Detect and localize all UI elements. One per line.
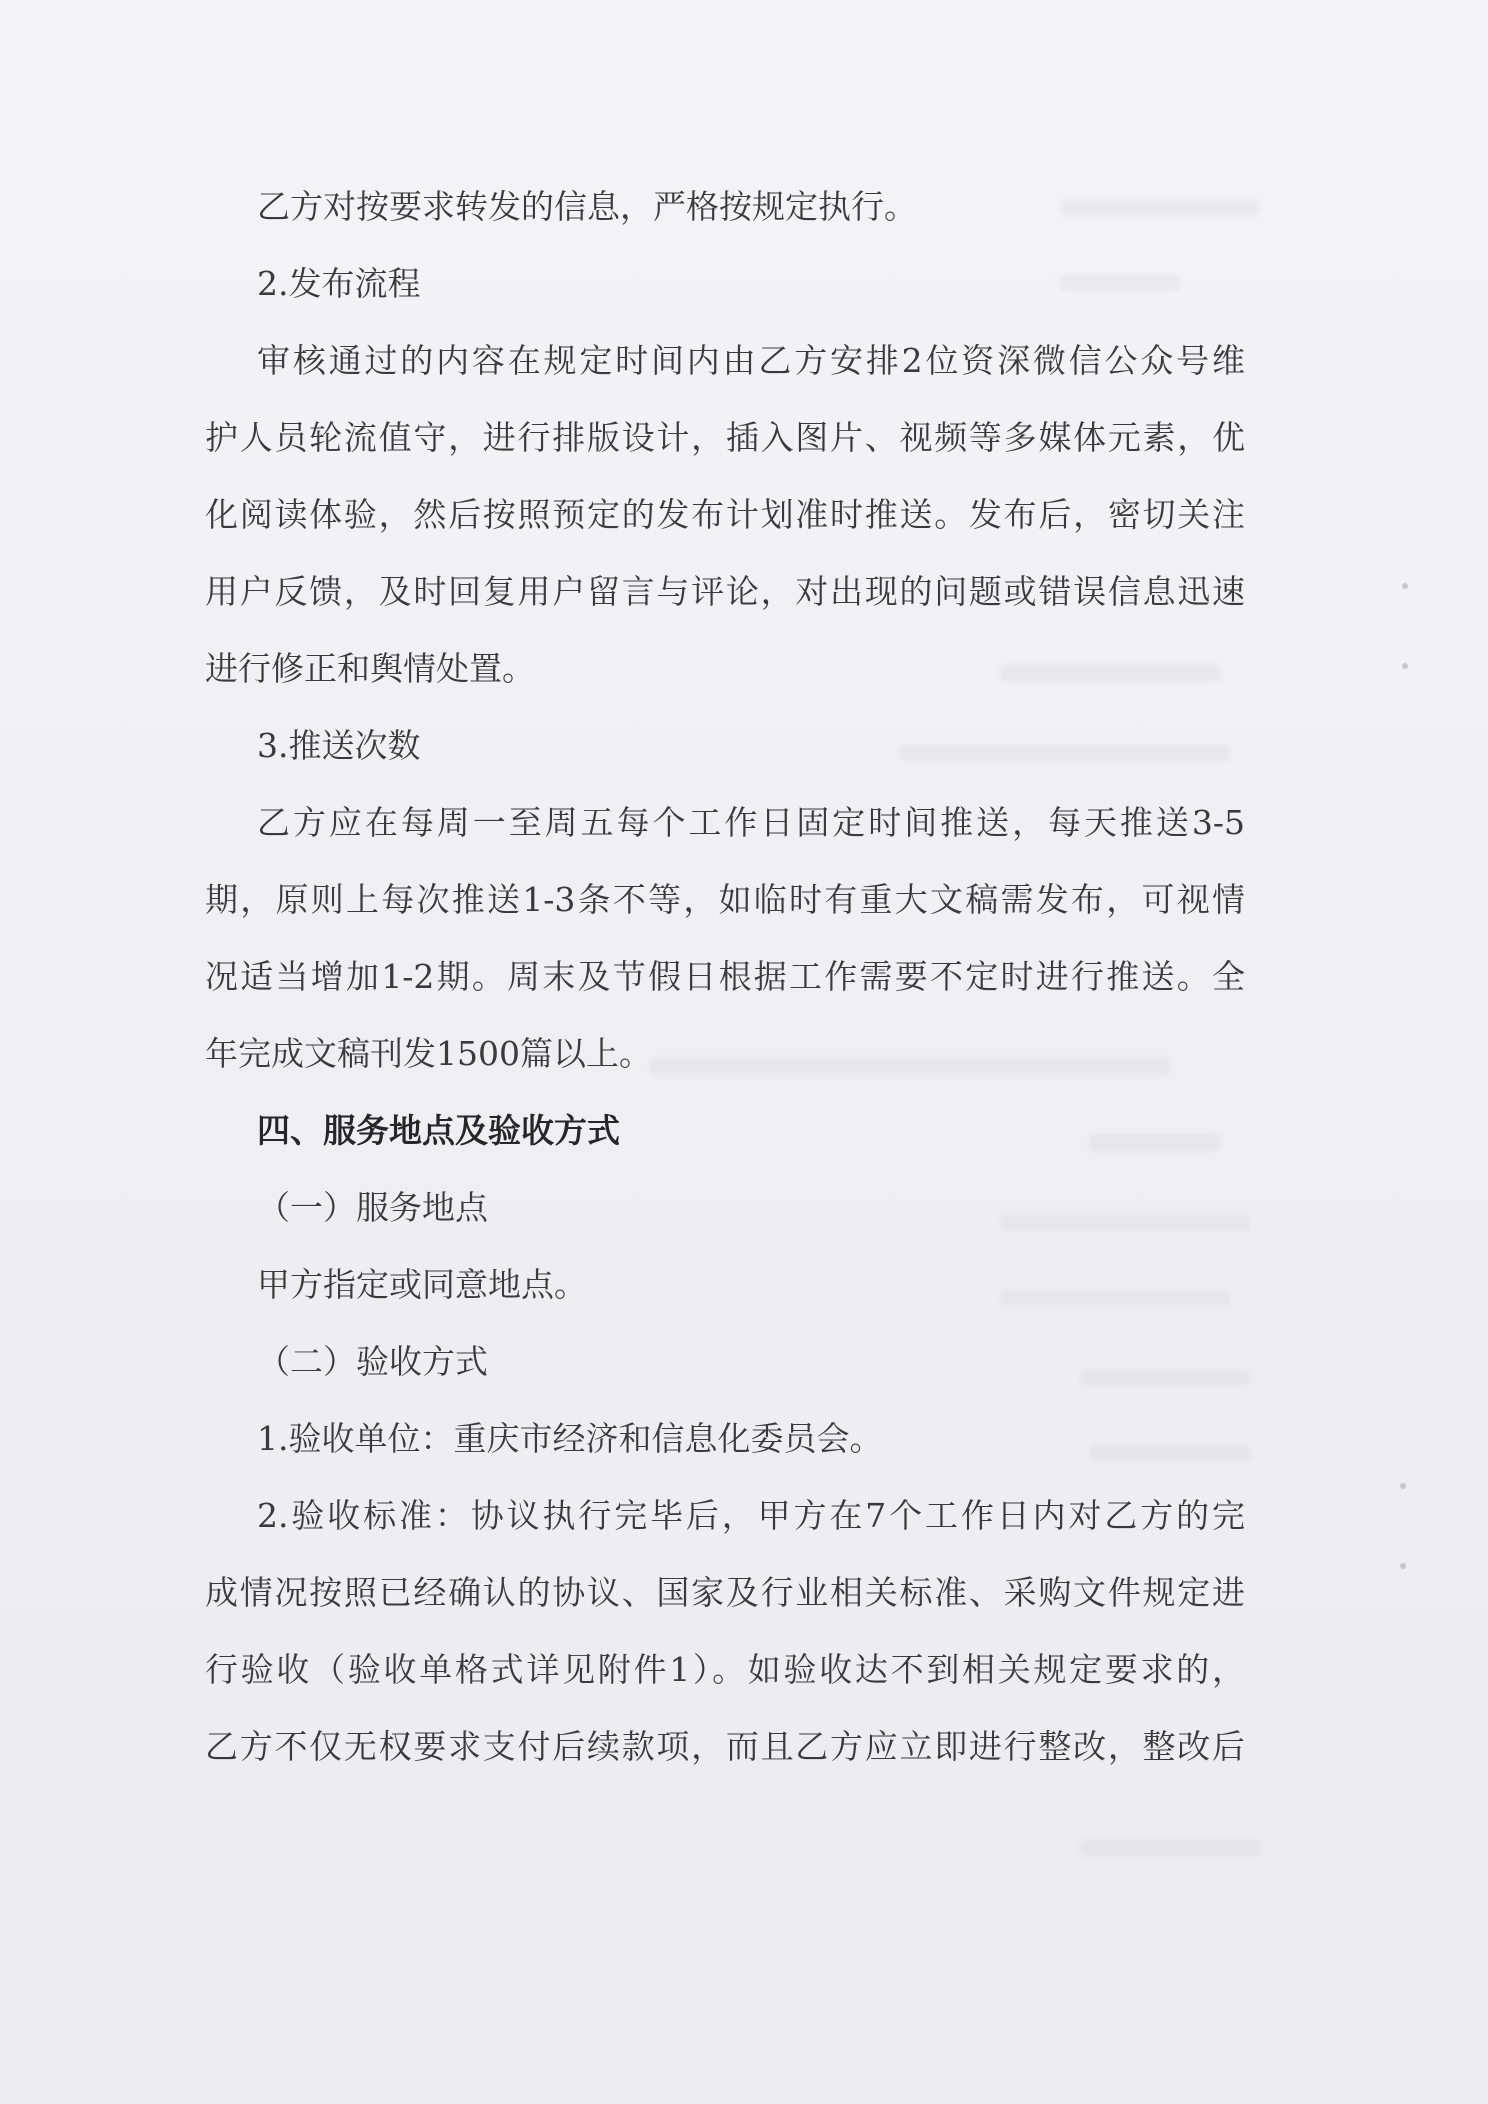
text-line: 期，原则上每次推送1-3条不等，如临时有重大文稿需发布，可视情 [205, 880, 1245, 919]
scan-speck [1400, 1563, 1406, 1569]
text-line: 2.验收标准：协议执行完毕后，甲方在7个工作日内对乙方的完 [257, 1496, 1245, 1535]
text-line: 审核通过的内容在规定时间内由乙方安排2位资深微信公众号维 [257, 341, 1245, 380]
document-body [205, 168, 1245, 1785]
text-line: 况适当增加1-2期。周末及节假日根据工作需要不定时进行推送。全 [205, 957, 1245, 996]
scan-speck [1402, 663, 1408, 669]
scan-speck [1400, 1483, 1406, 1489]
text-line: 乙方不仅无权要求支付后续款项，而且乙方应立即进行整改，整改后 [205, 1727, 1245, 1766]
text-line: 1.验收单位：重庆市经济和信息化委员会。 [257, 1419, 883, 1458]
text-line: 2.发布流程 [257, 264, 421, 303]
text-line: 行验收（验收单格式详见附件1）。如验收达不到相关规定要求的， [205, 1650, 1245, 1689]
text-line: 乙方应在每周一至周五每个工作日固定时间推送，每天推送3-5 [257, 803, 1245, 842]
section-heading: 四、服务地点及验收方式 [257, 1111, 620, 1150]
text-line: 护人员轮流值守，进行排版设计，插入图片、视频等多媒体元素，优 [205, 418, 1245, 457]
text-line: （一）服务地点 [257, 1188, 488, 1227]
scan-speck [1402, 583, 1408, 589]
text-line: （二）验收方式 [257, 1342, 488, 1381]
text-line: 进行修正和舆情处置。 [205, 649, 535, 688]
text-line: 成情况按照已经确认的协议、国家及行业相关标准、采购文件规定进 [205, 1573, 1245, 1612]
text-line: 年完成文稿刊发1500篇以上。 [205, 1034, 652, 1073]
text-line: 3.推送次数 [257, 726, 421, 765]
text-line: 用户反馈，及时回复用户留言与评论，对出现的问题或错误信息迅速 [205, 572, 1245, 611]
text-line: 化阅读体验，然后按照预定的发布计划准时推送。发布后，密切关注 [205, 495, 1245, 534]
text-line: 乙方对按要求转发的信息，严格按规定执行。 [257, 187, 917, 226]
text-line: 甲方指定或同意地点。 [257, 1265, 587, 1304]
bleed-through-mark [1080, 1840, 1260, 1856]
